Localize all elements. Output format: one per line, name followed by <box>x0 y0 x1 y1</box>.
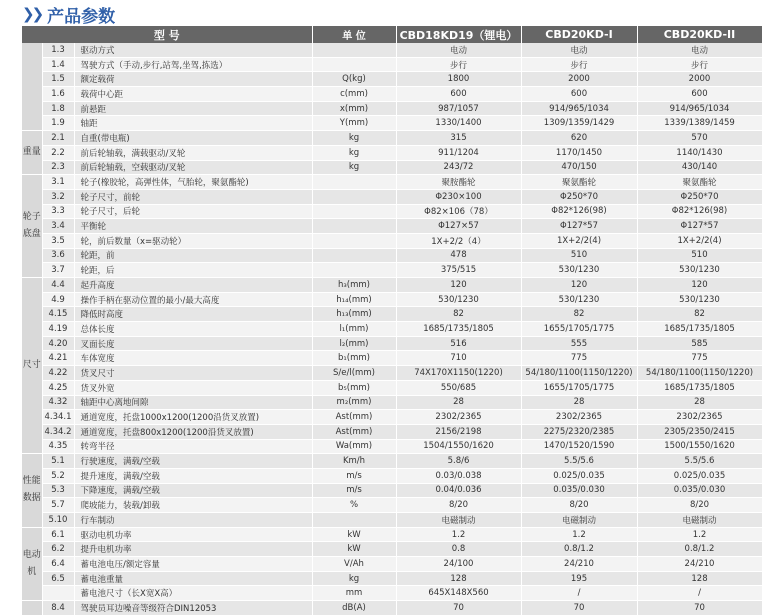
row-number: 1.3 <box>42 43 74 57</box>
row-value-model-3: 600 <box>637 87 762 102</box>
row-value-model-3: 5.5/5.6 <box>637 454 762 469</box>
row-number: 4.4 <box>42 278 74 293</box>
row-unit: % <box>312 498 396 513</box>
table-row <box>22 557 762 572</box>
row-unit <box>312 175 396 190</box>
row-value-model-3: 8/20 <box>637 498 762 513</box>
row-item: 平衡轮 <box>74 219 312 234</box>
row-value-model-3: 电磁制动 <box>637 513 762 528</box>
row-value-model-1: 911/1204 <box>396 145 521 160</box>
row-value-model-2: 24/210 <box>521 557 637 572</box>
row-unit: Km/h <box>312 454 396 469</box>
table-row <box>22 116 762 131</box>
table-row <box>22 322 762 337</box>
row-item: 驾驶方式（手动,步行,站驾,坐驾,拣选） <box>74 57 312 72</box>
header-unit: 单 位 <box>312 26 396 43</box>
row-value-model-2: 530/1230 <box>521 292 637 307</box>
row-value-model-1: 128 <box>396 571 521 586</box>
row-value-model-2: 2000 <box>521 72 637 87</box>
row-value-model-3: / <box>637 586 762 601</box>
table-row <box>22 366 762 381</box>
row-item: 降低时高度 <box>74 307 312 322</box>
row-value-model-3: 28 <box>637 395 762 410</box>
row-value-model-2: 195 <box>521 571 637 586</box>
row-value-model-2: Φ250*70 <box>521 189 637 204</box>
row-item: 载荷中心距 <box>74 87 312 102</box>
row-unit: l₂(mm) <box>312 336 396 351</box>
row-number: 3.4 <box>42 219 74 234</box>
row-number: 5.3 <box>42 483 74 498</box>
row-value-model-1: 710 <box>396 351 521 366</box>
row-value-model-2: 70 <box>521 601 637 616</box>
row-item: 轮，前后数量（x=驱动轮） <box>74 233 312 248</box>
double-chevron-right-icon: ❯❯ <box>22 5 42 23</box>
row-value-model-2: 1655/1705/1775 <box>521 380 637 395</box>
row-value-model-3: 120 <box>637 278 762 293</box>
table-row <box>22 131 762 146</box>
row-value-model-2: 120 <box>521 278 637 293</box>
row-item: 蓄电池尺寸（长X宽X高） <box>74 586 312 601</box>
table-row <box>22 395 762 410</box>
row-item: 驾驶员耳边噪音等级符合DIN12053 <box>74 601 312 616</box>
row-value-model-2: 聚氨酯轮 <box>521 175 637 190</box>
row-number <box>42 586 74 601</box>
table-row <box>22 380 762 395</box>
row-value-model-1: 0.03/0.038 <box>396 468 521 483</box>
row-value-model-2: 0.8/1.2 <box>521 542 637 557</box>
table-row <box>22 439 762 454</box>
row-unit: V/Ah <box>312 557 396 572</box>
row-unit: x(mm) <box>312 101 396 116</box>
table-row <box>22 101 762 116</box>
row-value-model-2: 555 <box>521 336 637 351</box>
row-value-model-1: 315 <box>396 131 521 146</box>
row-number: 4.25 <box>42 380 74 395</box>
row-number: 1.4 <box>42 57 74 72</box>
table-row <box>22 160 762 175</box>
row-value-model-1: 530/1230 <box>396 292 521 307</box>
row-item: 轴距 <box>74 116 312 131</box>
row-value-model-1: 120 <box>396 278 521 293</box>
row-item: 车体宽度 <box>74 351 312 366</box>
row-value-model-1: 24/100 <box>396 557 521 572</box>
row-value-model-1: Φ230×100 <box>396 189 521 204</box>
row-value-model-3: 585 <box>637 336 762 351</box>
row-unit: kW <box>312 527 396 542</box>
row-value-model-1: 1330/1400 <box>396 116 521 131</box>
table-row <box>22 175 762 190</box>
row-value-model-2: 1309/1359/1429 <box>521 116 637 131</box>
table-row <box>22 527 762 542</box>
row-value-model-2: Φ127*57 <box>521 219 637 234</box>
row-item: 转弯半径 <box>74 439 312 454</box>
table-row <box>22 586 762 601</box>
row-unit: kg <box>312 145 396 160</box>
row-value-model-1: 0.04/0.036 <box>396 483 521 498</box>
table-header-row <box>22 26 762 43</box>
row-value-model-1: 70 <box>396 601 521 616</box>
table-row <box>22 248 762 263</box>
row-value-model-3: 1500/1550/1620 <box>637 439 762 454</box>
row-value-model-2: 775 <box>521 351 637 366</box>
row-value-model-1: 243/72 <box>396 160 521 175</box>
row-unit <box>312 57 396 72</box>
row-number: 1.5 <box>42 72 74 87</box>
table-row <box>22 43 762 57</box>
row-value-model-3: Φ127*57 <box>637 219 762 234</box>
row-value-model-1: 516 <box>396 336 521 351</box>
row-value-model-2: 620 <box>521 131 637 146</box>
row-item: 驱动方式 <box>74 43 312 57</box>
row-number: 3.7 <box>42 263 74 278</box>
row-value-model-3: 1.2 <box>637 527 762 542</box>
row-unit: m₂(mm) <box>312 395 396 410</box>
row-item: 驱动电机功率 <box>74 527 312 542</box>
row-unit: Ast(mm) <box>312 410 396 425</box>
group-label: 性能数据 <box>22 454 42 527</box>
row-unit <box>312 189 396 204</box>
row-value-model-3: 2302/2365 <box>637 410 762 425</box>
row-unit: kg <box>312 131 396 146</box>
header-model: 型 号 <box>22 26 312 43</box>
row-value-model-3: 510 <box>637 248 762 263</box>
row-value-model-3: 54/180/1100(1150/1220) <box>637 366 762 381</box>
table-row <box>22 57 762 72</box>
row-number: 6.1 <box>42 527 74 542</box>
row-unit <box>312 248 396 263</box>
row-number: 4.20 <box>42 336 74 351</box>
section-title: 产品参数 <box>47 6 116 27</box>
row-item: 叉面长度 <box>74 336 312 351</box>
row-value-model-3: 82 <box>637 307 762 322</box>
row-value-model-3: 聚氨酯轮 <box>637 175 762 190</box>
row-number: 1.6 <box>42 87 74 102</box>
row-unit: kg <box>312 160 396 175</box>
row-unit: m/s <box>312 468 396 483</box>
row-value-model-2: 82 <box>521 307 637 322</box>
header-model-3: CBD20KD-II <box>637 26 762 43</box>
row-number: 3.1 <box>42 175 74 190</box>
row-value-model-1: 478 <box>396 248 521 263</box>
row-value-model-1: 74X170X1150(1220) <box>396 366 521 381</box>
row-value-model-3: Φ250*70 <box>637 189 762 204</box>
row-unit <box>312 204 396 219</box>
row-number: 4.34.1 <box>42 410 74 425</box>
row-value-model-1: 8/20 <box>396 498 521 513</box>
row-number: 2.1 <box>42 131 74 146</box>
row-number: 4.9 <box>42 292 74 307</box>
row-value-model-2: 1655/1705/1775 <box>521 322 637 337</box>
row-value-model-1: 1685/1735/1805 <box>396 322 521 337</box>
row-number: 4.22 <box>42 366 74 381</box>
table-row <box>22 204 762 219</box>
spec-table <box>22 26 763 616</box>
row-value-model-3: 70 <box>637 601 762 616</box>
row-value-model-2: 1.2 <box>521 527 637 542</box>
row-number: 3.5 <box>42 233 74 248</box>
row-value-model-3: 0.8/1.2 <box>637 542 762 557</box>
table-row <box>22 424 762 439</box>
row-value-model-1: Φ127×57 <box>396 219 521 234</box>
row-value-model-1: 1504/1550/1620 <box>396 439 521 454</box>
row-unit: Ast(mm) <box>312 424 396 439</box>
row-item: 总体长度 <box>74 322 312 337</box>
table-row <box>22 263 762 278</box>
row-value-model-2: 530/1230 <box>521 263 637 278</box>
row-value-model-3: 1140/1430 <box>637 145 762 160</box>
row-item: 前后轮轴载，空载驱动/叉轮 <box>74 160 312 175</box>
row-value-model-1: 1800 <box>396 72 521 87</box>
row-value-model-3: 914/965/1034 <box>637 101 762 116</box>
row-value-model-3: 1339/1389/1459 <box>637 116 762 131</box>
row-number: 3.2 <box>42 189 74 204</box>
table-row <box>22 278 762 293</box>
row-value-model-2: 2302/2365 <box>521 410 637 425</box>
group-label: 电动机 <box>22 527 42 600</box>
row-value-model-3: 步行 <box>637 57 762 72</box>
row-value-model-2: 470/150 <box>521 160 637 175</box>
table-row <box>22 513 762 528</box>
table-row <box>22 336 762 351</box>
row-unit: c(mm) <box>312 87 396 102</box>
row-value-model-2: / <box>521 586 637 601</box>
row-value-model-2: 电动 <box>521 43 637 57</box>
row-unit: S/e/l(mm) <box>312 366 396 381</box>
row-unit <box>312 263 396 278</box>
row-item: 轮距，后 <box>74 263 312 278</box>
row-value-model-2: 1470/1520/1590 <box>521 439 637 454</box>
row-number: 1.9 <box>42 116 74 131</box>
row-item: 提升电机功率 <box>74 542 312 557</box>
row-item: 轮子尺寸，后轮 <box>74 204 312 219</box>
row-value-model-1: 5.8/6 <box>396 454 521 469</box>
row-unit: m/s <box>312 483 396 498</box>
row-number: 4.32 <box>42 395 74 410</box>
row-value-model-3: 530/1230 <box>637 292 762 307</box>
row-item: 操作手柄在驱动位置的最小/最大高度 <box>74 292 312 307</box>
row-value-model-3: 2000 <box>637 72 762 87</box>
row-unit: h₃(mm) <box>312 278 396 293</box>
row-item: 爬坡能力，装载/卸载 <box>74 498 312 513</box>
row-unit: l₁(mm) <box>312 322 396 337</box>
row-item: 轮距，前 <box>74 248 312 263</box>
table-row <box>22 189 762 204</box>
row-value-model-2: 54/180/1100(1150/1220) <box>521 366 637 381</box>
row-value-model-1: 375/515 <box>396 263 521 278</box>
row-value-model-3: 1X+2/2(4) <box>637 233 762 248</box>
row-number: 3.6 <box>42 248 74 263</box>
header-model-2: CBD20KD-I <box>521 26 637 43</box>
table-row <box>22 351 762 366</box>
section-header <box>22 2 115 26</box>
table-row <box>22 468 762 483</box>
row-number: 8.4 <box>42 601 74 616</box>
row-value-model-1: 步行 <box>396 57 521 72</box>
row-item: 前后轮轴载，满载驱动/叉轮 <box>74 145 312 160</box>
row-value-model-3: 0.025/0.035 <box>637 468 762 483</box>
table-row <box>22 219 762 234</box>
row-item: 下降速度，满载/空载 <box>74 483 312 498</box>
row-number: 6.5 <box>42 571 74 586</box>
row-unit: mm <box>312 586 396 601</box>
row-item: 前悬距 <box>74 101 312 116</box>
row-value-model-2: 1X+2/2(4) <box>521 233 637 248</box>
row-item: 提升速度，满载/空载 <box>74 468 312 483</box>
row-unit <box>312 219 396 234</box>
row-value-model-1: 600 <box>396 87 521 102</box>
row-value-model-3: 128 <box>637 571 762 586</box>
table-row <box>22 483 762 498</box>
row-unit <box>312 233 396 248</box>
row-value-model-3: 775 <box>637 351 762 366</box>
table-row <box>22 410 762 425</box>
table-row <box>22 145 762 160</box>
row-value-model-2: 0.035/0.030 <box>521 483 637 498</box>
table-row <box>22 454 762 469</box>
row-value-model-2: 步行 <box>521 57 637 72</box>
row-number: 6.2 <box>42 542 74 557</box>
row-value-model-3: 430/140 <box>637 160 762 175</box>
row-value-model-1: 2156/2198 <box>396 424 521 439</box>
group-label <box>22 43 42 131</box>
table-row <box>22 498 762 513</box>
row-value-model-1: 28 <box>396 395 521 410</box>
header-model-1: CBD18KD19（锂电） <box>396 26 521 43</box>
row-unit: Y(mm) <box>312 116 396 131</box>
row-value-model-1: 2302/2365 <box>396 410 521 425</box>
row-item: 蓄电池电压/额定容量 <box>74 557 312 572</box>
row-unit <box>312 43 396 57</box>
row-value-model-3: 570 <box>637 131 762 146</box>
row-number: 4.15 <box>42 307 74 322</box>
table-row <box>22 307 762 322</box>
table-row <box>22 233 762 248</box>
row-number: 2.3 <box>42 160 74 175</box>
row-item: 起升高度 <box>74 278 312 293</box>
row-item: 额定载荷 <box>74 72 312 87</box>
group-label: 重量 <box>22 131 42 175</box>
row-value-model-1: 电磁制动 <box>396 513 521 528</box>
table-row <box>22 87 762 102</box>
row-number: 5.2 <box>42 468 74 483</box>
row-value-model-1: 987/1057 <box>396 101 521 116</box>
row-value-model-2: 914/965/1034 <box>521 101 637 116</box>
row-value-model-2: Φ82*126(98) <box>521 204 637 219</box>
row-value-model-1: 1X+2/2（4） <box>396 233 521 248</box>
row-value-model-2: 28 <box>521 395 637 410</box>
row-item: 货叉尺寸 <box>74 366 312 381</box>
row-number: 4.19 <box>42 322 74 337</box>
row-number: 2.2 <box>42 145 74 160</box>
row-item: 轴距中心离地间隙 <box>74 395 312 410</box>
row-value-model-3: 2305/2350/2415 <box>637 424 762 439</box>
row-value-model-3: 1685/1735/1805 <box>637 322 762 337</box>
row-unit: b₅(mm) <box>312 380 396 395</box>
row-item: 行驶速度，满载/空载 <box>74 454 312 469</box>
table-row <box>22 542 762 557</box>
row-unit: dB(A) <box>312 601 396 616</box>
row-number: 4.35 <box>42 439 74 454</box>
row-value-model-1: 1.2 <box>396 527 521 542</box>
row-value-model-3: 24/210 <box>637 557 762 572</box>
row-item: 行车制动 <box>74 513 312 528</box>
row-value-model-3: 0.035/0.030 <box>637 483 762 498</box>
row-value-model-3: 530/1230 <box>637 263 762 278</box>
row-number: 4.34.2 <box>42 424 74 439</box>
row-unit: h₁₃(mm) <box>312 307 396 322</box>
row-item: 货叉外宽 <box>74 380 312 395</box>
row-value-model-1: 82 <box>396 307 521 322</box>
row-value-model-1: 0.8 <box>396 542 521 557</box>
row-value-model-1: 电动 <box>396 43 521 57</box>
row-value-model-3: 电动 <box>637 43 762 57</box>
group-label: 尺寸 <box>22 278 42 454</box>
row-item: 通道宽度，托盘1000x1200(1200沿货叉放置) <box>74 410 312 425</box>
row-item: 蓄电池重量 <box>74 571 312 586</box>
row-value-model-1: 聚胺酯轮 <box>396 175 521 190</box>
row-item: 轮子(橡胶轮，高弹性体，气胎轮，聚氨酯轮) <box>74 175 312 190</box>
row-number: 4.21 <box>42 351 74 366</box>
row-unit: kg <box>312 571 396 586</box>
row-unit: b₁(mm) <box>312 351 396 366</box>
row-value-model-2: 0.025/0.035 <box>521 468 637 483</box>
row-unit: kW <box>312 542 396 557</box>
row-number: 5.7 <box>42 498 74 513</box>
row-value-model-2: 5.5/5.6 <box>521 454 637 469</box>
row-value-model-2: 8/20 <box>521 498 637 513</box>
row-unit: Wa(mm) <box>312 439 396 454</box>
row-value-model-3: Φ82*126(98) <box>637 204 762 219</box>
row-item: 通道宽度，托盘800x1200(1200沿货叉放置) <box>74 424 312 439</box>
table-body <box>22 43 762 615</box>
row-value-model-2: 510 <box>521 248 637 263</box>
table-row <box>22 571 762 586</box>
row-value-model-1: 550/685 <box>396 380 521 395</box>
row-value-model-1: 645X148X560 <box>396 586 521 601</box>
row-number: 3.3 <box>42 204 74 219</box>
row-number: 5.10 <box>42 513 74 528</box>
row-value-model-2: 1170/1450 <box>521 145 637 160</box>
group-label: 轮子底盘 <box>22 175 42 278</box>
row-number: 6.4 <box>42 557 74 572</box>
row-number: 1.8 <box>42 101 74 116</box>
table-row <box>22 72 762 87</box>
row-item: 轮子尺寸，前轮 <box>74 189 312 204</box>
row-value-model-2: 电磁制动 <box>521 513 637 528</box>
row-value-model-2: 600 <box>521 87 637 102</box>
table-row <box>22 292 762 307</box>
row-unit: Q(kg) <box>312 72 396 87</box>
row-number: 5.1 <box>42 454 74 469</box>
row-unit <box>312 513 396 528</box>
row-unit: h₁₄(mm) <box>312 292 396 307</box>
row-value-model-3: 1685/1735/1805 <box>637 380 762 395</box>
row-value-model-2: 2275/2320/2385 <box>521 424 637 439</box>
row-item: 自重(带电瓶) <box>74 131 312 146</box>
row-value-model-1: Φ82×106（78） <box>396 204 521 219</box>
